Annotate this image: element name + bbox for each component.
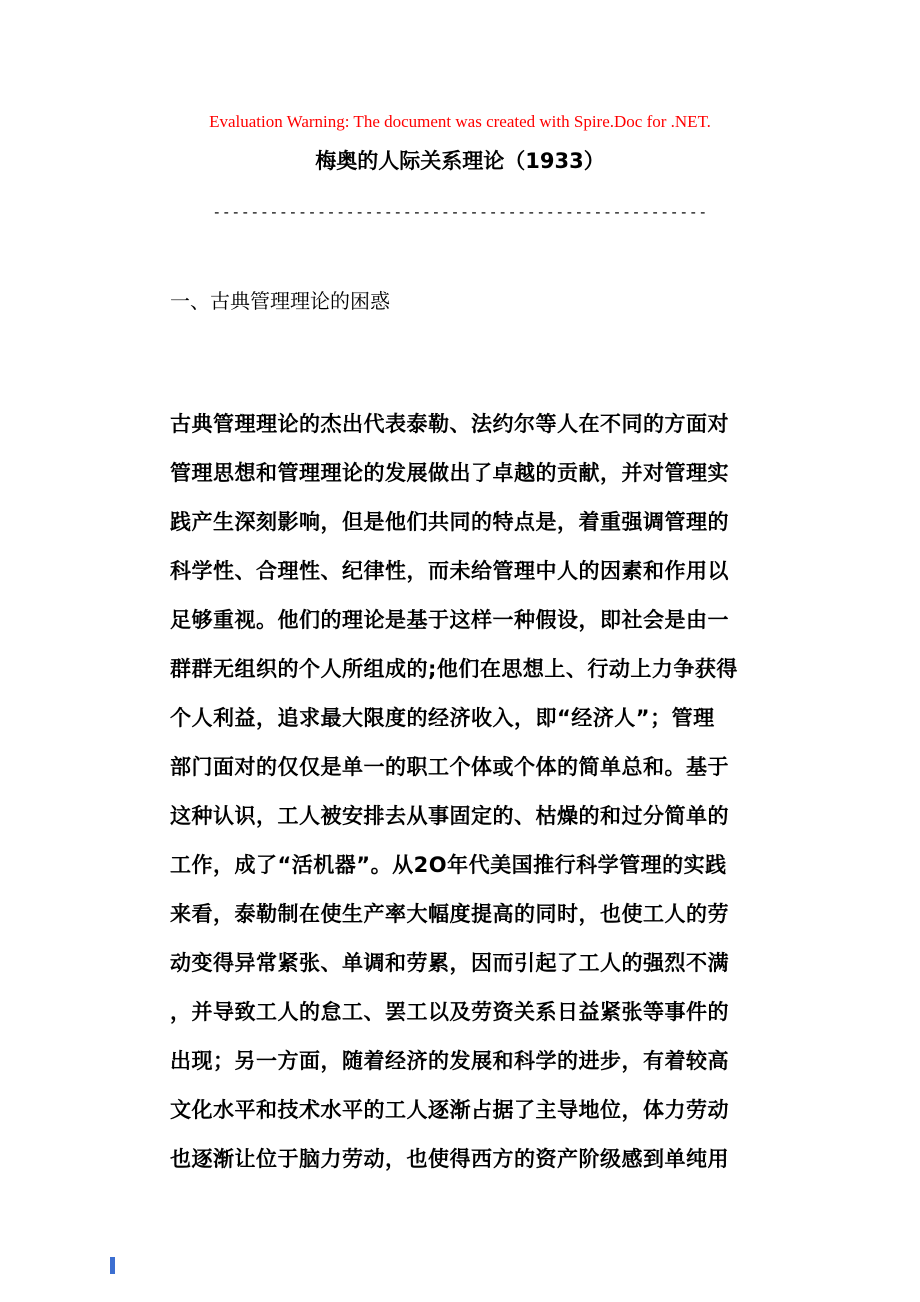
dashed-divider: ---------------------------------------------------- [212, 203, 708, 221]
section-heading: 一、古典管理理论的困惑 [170, 289, 390, 313]
body-line: 个人利益，追求最大限度的经济收入，即“经济人”；管理 [170, 706, 715, 730]
body-line: 文化水平和技术水平的工人逐渐占据了主导地位，体力劳动 [170, 1098, 729, 1122]
body-line: 也逐渐让位于脑力劳动，也使得西方的资产阶级感到单纯用 [170, 1147, 729, 1171]
body-line: 动变得异常紧张、单调和劳累，因而引起了工人的强烈不满 [170, 951, 729, 975]
body-line: 这种认识，工人被安排去从事固定的、枯燥的和过分简单的 [170, 804, 729, 828]
body-line: ，并导致工人的怠工、罢工以及劳资关系日益紧张等事件的 [170, 1000, 729, 1024]
body-paragraph [0, 400, 920, 1184]
body-line: 工作，成了“活机器”。从2O年代美国推行科学管理的实践 [170, 853, 727, 877]
body-line: 管理思想和管理理论的发展做出了卓越的贡献，并对管理实 [170, 461, 729, 485]
body-line: 践产生深刻影响，但是他们共同的特点是，着重强调管理的 [170, 510, 729, 534]
body-line: 出现；另一方面，随着经济的发展和科学的进步，有着较高 [170, 1049, 729, 1073]
document-title: 梅奥的人际关系理论（1933） [315, 149, 605, 173]
body-line: 群群无组织的个人所组成的;他们在思想上、行动上力争获得 [170, 657, 738, 681]
body-line: 部门面对的仅仅是单一的职工个体或个体的简单总和。基于 [170, 755, 729, 779]
body-line: 足够重视。他们的理论是基于这样一种假设，即社会是由一 [170, 608, 729, 632]
body-line: 来看，泰勒制在使生产率大幅度提高的同时，也使工人的劳 [170, 902, 729, 926]
evaluation-warning-text: Evaluation Warning: The document was created with Spire.Doc for .NET. [209, 112, 711, 131]
body-line: 科学性、合理性、纪律性，而未给管理中人的因素和作用以 [170, 559, 729, 583]
page-corner-mark [110, 1257, 115, 1274]
body-line: 古典管理理论的杰出代表泰勒、法约尔等人在不同的方面对 [170, 412, 729, 436]
